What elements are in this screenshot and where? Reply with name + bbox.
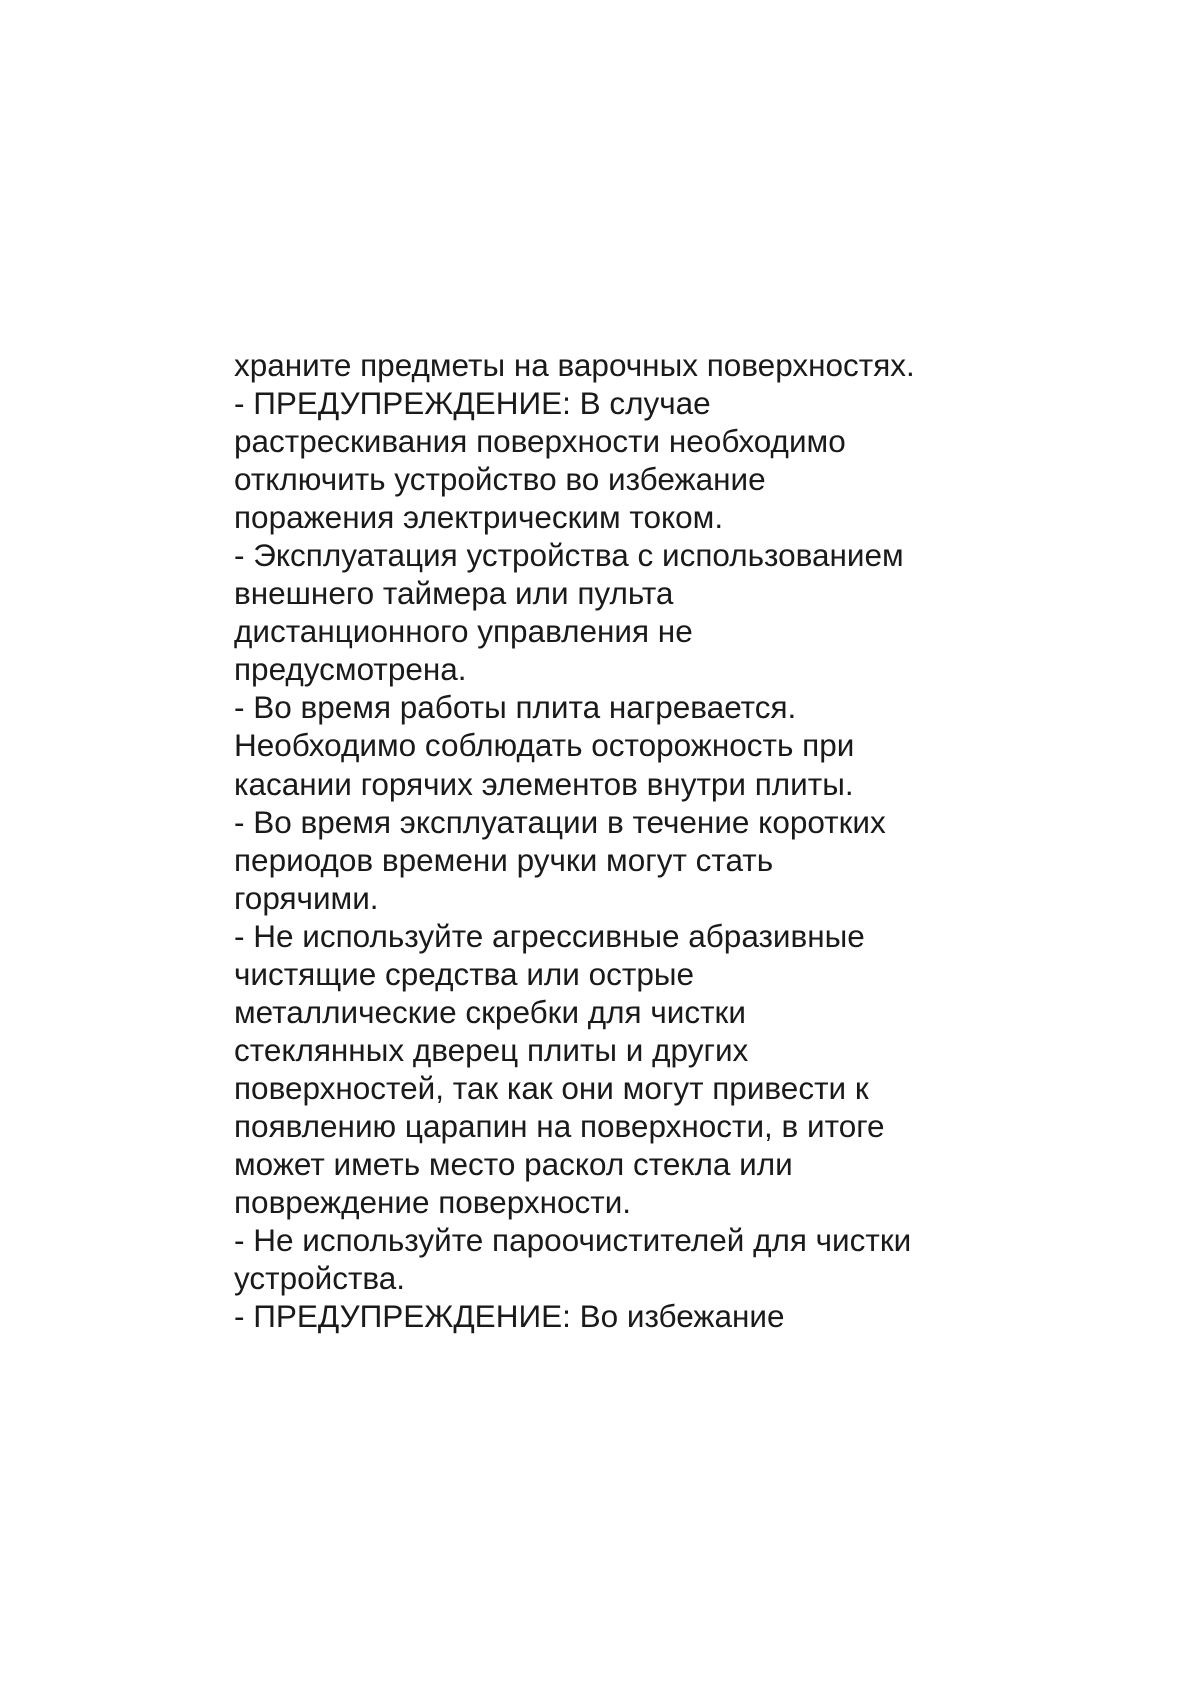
- text-line: поверхностей, так как они могут привести к: [234, 1069, 869, 1106]
- text-line: стеклянных дверец плиты и других: [234, 1031, 749, 1068]
- text-line: - Эксплуатация устройства с использованием: [234, 537, 904, 574]
- text-line: - ПРЕДУПРЕЖДЕНИЕ: В случае: [234, 385, 711, 422]
- text-line: металлические скребки для чистки: [234, 993, 746, 1030]
- text-line: чистящие средства или острые: [234, 955, 695, 992]
- text-line: - ПРЕДУПРЕЖДЕНИЕ: Во избежание: [234, 1298, 785, 1335]
- text-line: - Во время эксплуатации в течение коротких: [234, 803, 886, 840]
- text-line: может иметь место раскол стекла или: [234, 1145, 793, 1182]
- text-line: отключить устройство во избежание: [234, 461, 766, 498]
- text-line: устройства.: [234, 1260, 406, 1297]
- text-line: дистанционного управления не: [234, 613, 693, 650]
- text-line: храните предметы на варочных поверхностях.: [234, 347, 915, 383]
- text-line: горячими.: [234, 879, 379, 916]
- text-line: - Во время работы плита нагревается.: [234, 689, 797, 726]
- text-line: периодов времени ручки могут стать: [234, 841, 774, 878]
- text-line: - Не используйте пароочистителей для чистки: [234, 1222, 912, 1259]
- text-line: повреждение поверхности.: [234, 1184, 632, 1221]
- text-line: поражения электрическим током.: [234, 499, 724, 536]
- body-text: [234, 346, 994, 1335]
- text-line: появлению царапин на поверхности, в итоге: [234, 1107, 885, 1144]
- text-line: касании горячих элементов внутри плиты.: [234, 765, 854, 802]
- text-line: Необходимо соблюдать осторожность при: [234, 727, 855, 764]
- text-line: - Не используйте агрессивные абразивные: [234, 917, 865, 954]
- text-line: предусмотрена.: [234, 651, 467, 688]
- text-line: растрескивания поверхности необходимо: [234, 423, 846, 460]
- text-line: внешнего таймера или пульта: [234, 575, 674, 612]
